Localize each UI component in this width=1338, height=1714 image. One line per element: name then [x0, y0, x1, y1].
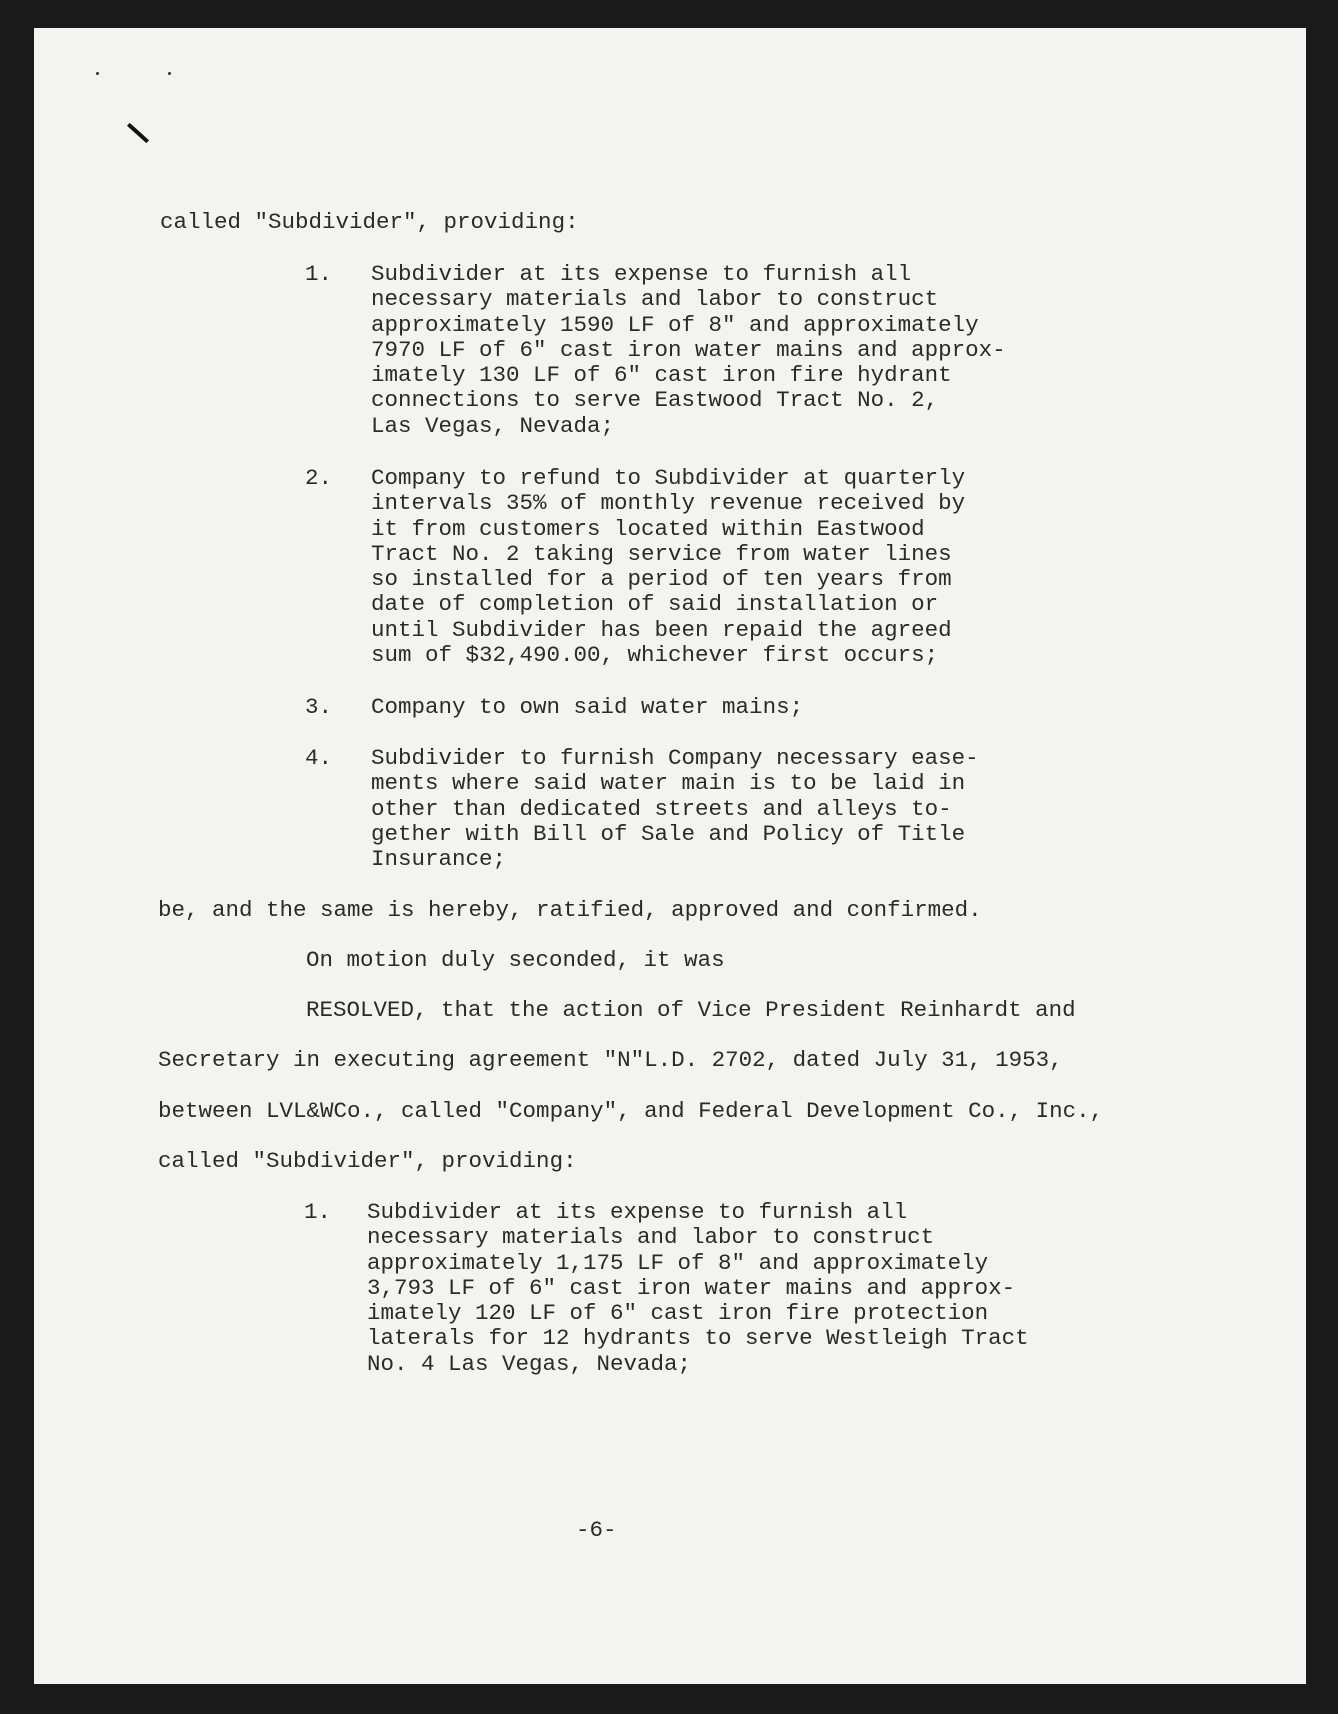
item-number: 1.: [305, 261, 333, 287]
item-text: Subdivider to furnish Company necessary ease- ments where said water main is to be laid in other than dedicated streets and alleys to- gether with Bill of Sale and Policy of Title Insurance;: [371, 745, 979, 873]
item-text: Company to refund to Subdivider at quarterly intervals 35% of monthly revenue received by it from customers located within Eastwood Tract No. 2 taking service from water lines so installed for a period of ten years from date of completion of said installation or until Subdivider has been repaid the agreed sum of $32,490.00, whichever first occurs;: [371, 465, 966, 669]
lead-in-line: called "Subdivider", providing:: [160, 209, 579, 235]
document-page: [34, 28, 1306, 1684]
page-number: -6-: [576, 1517, 617, 1543]
item-number: 3.: [305, 694, 333, 720]
resolution-line: RESOLVED, that the action of Vice President Reinhardt and: [306, 997, 1076, 1023]
item-number: 2.: [305, 465, 333, 491]
item-text: Subdivider at its expense to furnish all necessary materials and labor to construct approximately 1590 LF of 8" and approximately 7970 LF of 6" cast iron water mains and approx- imately 130 LF of 6" cast iron fire hydrant connections to serve Eastwood Tract No. 2, Las Vegas, Nevada;: [371, 261, 1006, 439]
motion-line: On motion duly seconded, it was: [306, 947, 725, 973]
slash-mark: [127, 123, 149, 143]
item-number: 4.: [305, 745, 333, 771]
item-text: Company to own said water mains;: [371, 694, 804, 720]
resolution-line: between LVL&WCo., called "Company", and Federal Development Co., Inc.,: [158, 1098, 1104, 1124]
ratification-line: be, and the same is hereby, ratified, approved and confirmed.: [158, 897, 982, 923]
resolution-line: called "Subdivider", providing:: [158, 1148, 577, 1174]
specks-mark: [96, 72, 99, 75]
item-text: Subdivider at its expense to furnish all necessary materials and labor to construct approximately 1,175 LF of 8" and approximately 3,793 LF of 6" cast iron water mains and approx- imately 120 LF of 6" cast iron fire protection laterals for 12 hydrants to serve Westleigh Tract No. 4 Las Vegas, Nevada;: [367, 1199, 1029, 1377]
item-number: 1.: [304, 1199, 332, 1225]
specks-mark: [168, 72, 171, 75]
resolution-line: Secretary in executing agreement "N"L.D. 2702, dated July 31, 1953,: [158, 1047, 1063, 1073]
